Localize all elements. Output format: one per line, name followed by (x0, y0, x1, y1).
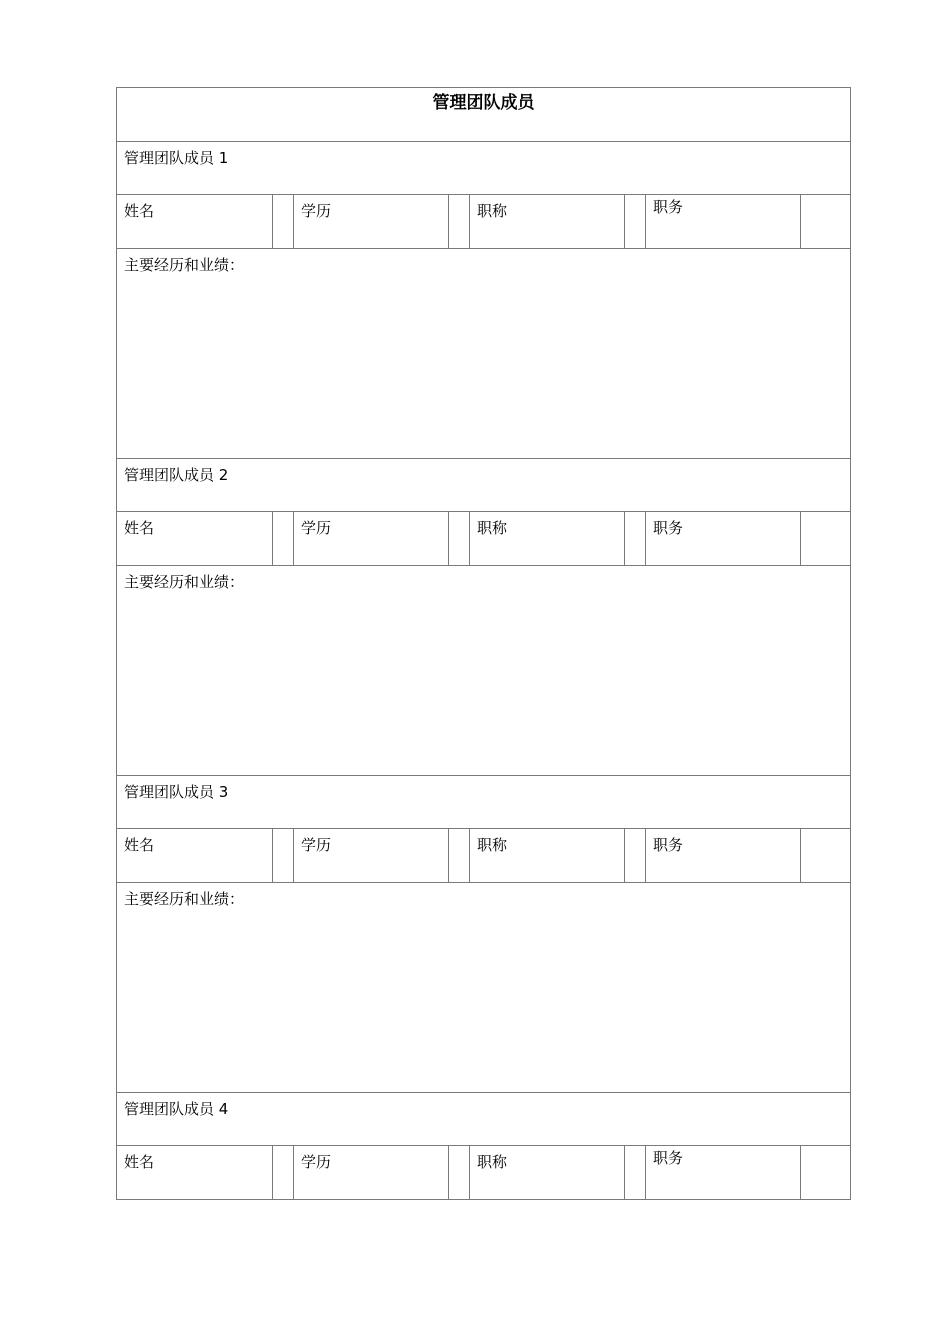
member-info-row (117, 829, 851, 883)
title-value-field[interactable] (625, 1146, 646, 1200)
title-label: 职称 (470, 829, 625, 883)
experience-field[interactable] (117, 883, 851, 1093)
member-heading: 管理团队成员 1 (117, 142, 851, 195)
education-value-field[interactable] (449, 1146, 470, 1200)
name-value-field[interactable] (273, 195, 294, 249)
experience-field[interactable] (117, 249, 851, 459)
member-info-row (117, 512, 851, 566)
member-heading: 管理团队成员 3 (117, 776, 851, 829)
name-value-field[interactable] (273, 1146, 294, 1200)
experience-label: 主要经历和业绩： (124, 573, 245, 591)
position-value-field[interactable] (801, 512, 851, 566)
position-label: 职务 (646, 512, 801, 566)
form-title: 管理团队成员 (432, 93, 535, 113)
education-value-field[interactable] (449, 195, 470, 249)
name-label: 姓名 (117, 512, 273, 566)
position-value-field[interactable] (801, 1146, 851, 1200)
member-heading: 管理团队成员 4 (117, 1093, 851, 1146)
member-info-row (117, 195, 851, 249)
name-value-field[interactable] (273, 829, 294, 883)
name-label: 姓名 (117, 1146, 273, 1200)
position-label: 职务 (646, 1146, 801, 1200)
name-label: 姓名 (117, 195, 273, 249)
position-value-field[interactable] (801, 195, 851, 249)
education-label: 学历 (294, 1146, 449, 1200)
position-label: 职务 (646, 195, 801, 249)
member-heading: 管理团队成员 2 (117, 459, 851, 512)
title-label: 职称 (470, 195, 625, 249)
experience-field[interactable] (117, 566, 851, 776)
name-label: 姓名 (117, 829, 273, 883)
form-title-cell (117, 88, 851, 142)
position-value-field[interactable] (801, 829, 851, 883)
education-label: 学历 (294, 829, 449, 883)
title-value-field[interactable] (625, 195, 646, 249)
experience-label: 主要经历和业绩： (124, 890, 245, 908)
name-value-field[interactable] (273, 512, 294, 566)
title-value-field[interactable] (625, 512, 646, 566)
management-team-form (116, 87, 851, 1200)
experience-label: 主要经历和业绩： (124, 256, 245, 274)
education-label: 学历 (294, 195, 449, 249)
member-info-row (117, 1146, 851, 1200)
title-label: 职称 (470, 512, 625, 566)
education-label: 学历 (294, 512, 449, 566)
position-label: 职务 (646, 829, 801, 883)
title-label: 职称 (470, 1146, 625, 1200)
title-value-field[interactable] (625, 829, 646, 883)
education-value-field[interactable] (449, 512, 470, 566)
education-value-field[interactable] (449, 829, 470, 883)
